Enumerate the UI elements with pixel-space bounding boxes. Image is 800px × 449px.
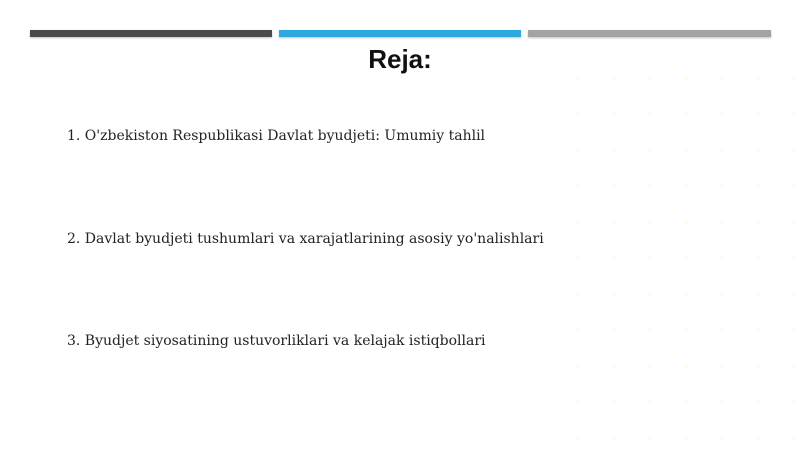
- decorative-dot-pattern: [560, 60, 800, 449]
- header-bar-dark: [30, 30, 272, 37]
- header-bar-light: [528, 30, 771, 37]
- header-bar-accent: [279, 30, 521, 37]
- plan-item-2: 2. Davlat byudjeti tushumlari va xarajatlarining asosiy yo'nalishlari: [67, 231, 544, 247]
- plan-item-3: 3. Byudjet siyosatining ustuvorliklari va kelajak istiqbollari: [67, 333, 486, 349]
- plan-item-1: 1. O'zbekiston Respublikasi Davlat byudjeti: Umumiy tahlil: [67, 128, 486, 144]
- slide-title: Reja:: [368, 44, 432, 74]
